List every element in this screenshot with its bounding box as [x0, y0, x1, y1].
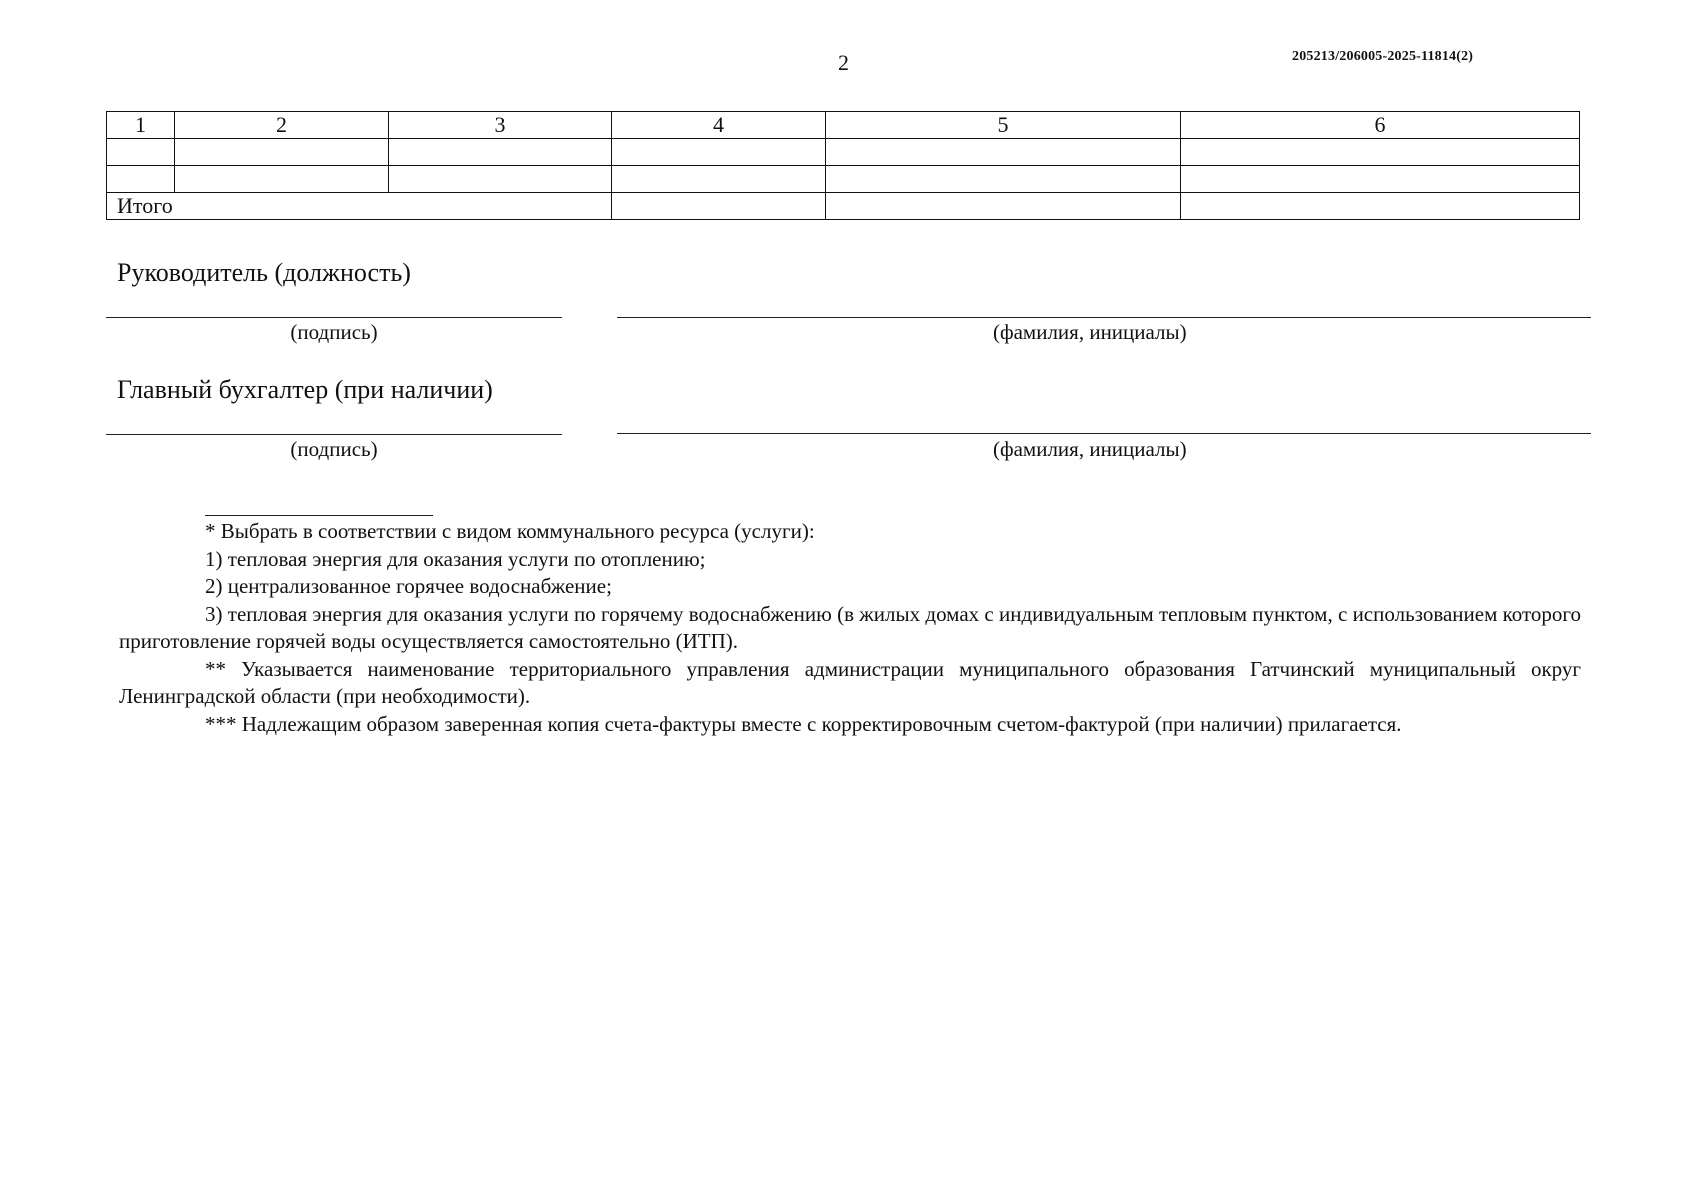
column-number: 2: [175, 112, 389, 139]
data-table: [106, 111, 1580, 220]
column-number: 1: [107, 112, 175, 139]
table-cell: [612, 139, 826, 166]
director-title: Руководитель (должность): [117, 258, 411, 287]
table-cell: [826, 193, 1181, 220]
chief-accountant-title: Главный бухгалтер (при наличии): [117, 375, 493, 404]
table-cell: [175, 139, 389, 166]
footnote-single-star: * Выбрать в соответствии с видом коммунального ресурса (услуги):: [205, 519, 815, 543]
footnote-item-1: 1) тепловая энергия для оказания услуги по отоплению;: [205, 546, 706, 571]
chief-accountant-name-caption: (фамилия, инициалы): [993, 437, 1187, 461]
footnote-item-2: 2) централизованное горячее водоснабжение;: [205, 574, 612, 598]
director-signature-caption: (подпись): [290, 320, 378, 344]
table-cell: [612, 166, 826, 193]
director-name-line: [617, 317, 1591, 318]
table-cell: [612, 193, 826, 220]
footnotes: [119, 518, 1581, 738]
table-cell: [1181, 166, 1580, 193]
table-cell: [107, 139, 175, 166]
column-number: 5: [826, 112, 1181, 139]
document-id: 205213/206005-2025-11814(2): [1292, 49, 1474, 64]
table-cell: [826, 166, 1181, 193]
table-header-row: [107, 112, 1580, 139]
table-row: [107, 139, 1580, 166]
chief-accountant-name-line: [617, 433, 1591, 434]
column-number: 4: [612, 112, 826, 139]
table-row: [107, 166, 1580, 193]
footnote-triple-star: *** Надлежащим образом заверенная копия счета-фактуры вместе с корректировочным счетом-фактурой (при наличии) прилагается.: [205, 711, 1402, 736]
footnote-double-star: ** Указывается наименование территориального управления администрации муниципального образования Гатчинский муниципальный округ Ленинградской области (при необходимости).: [119, 656, 1581, 708]
chief-accountant-signature-line: [106, 434, 562, 435]
table-cell: [826, 139, 1181, 166]
total-label: Итого: [107, 193, 612, 220]
table-cell: [1181, 139, 1580, 166]
table-cell: [107, 166, 175, 193]
director-signature-line: [106, 317, 562, 318]
column-number: 3: [389, 112, 612, 139]
table-total-row: [107, 193, 1580, 220]
column-number: 6: [1181, 112, 1580, 139]
footnote-separator: [205, 515, 433, 516]
footnote-item-3: 3) тепловая энергия для оказания услуги по горячему водоснабжению (в жилых домах с индивидуальным тепловым пунктом, с использованием которого приготовление горячей воды осуществляется самостоятельно (ИТП).: [119, 601, 1581, 653]
table-cell: [389, 166, 612, 193]
table-cell: [1181, 193, 1580, 220]
table-cell: [175, 166, 389, 193]
table-cell: [389, 139, 612, 166]
chief-accountant-signature-caption: (подпись): [290, 437, 378, 461]
director-name-caption: (фамилия, инициалы): [993, 320, 1187, 344]
page-number: 2: [838, 50, 849, 75]
